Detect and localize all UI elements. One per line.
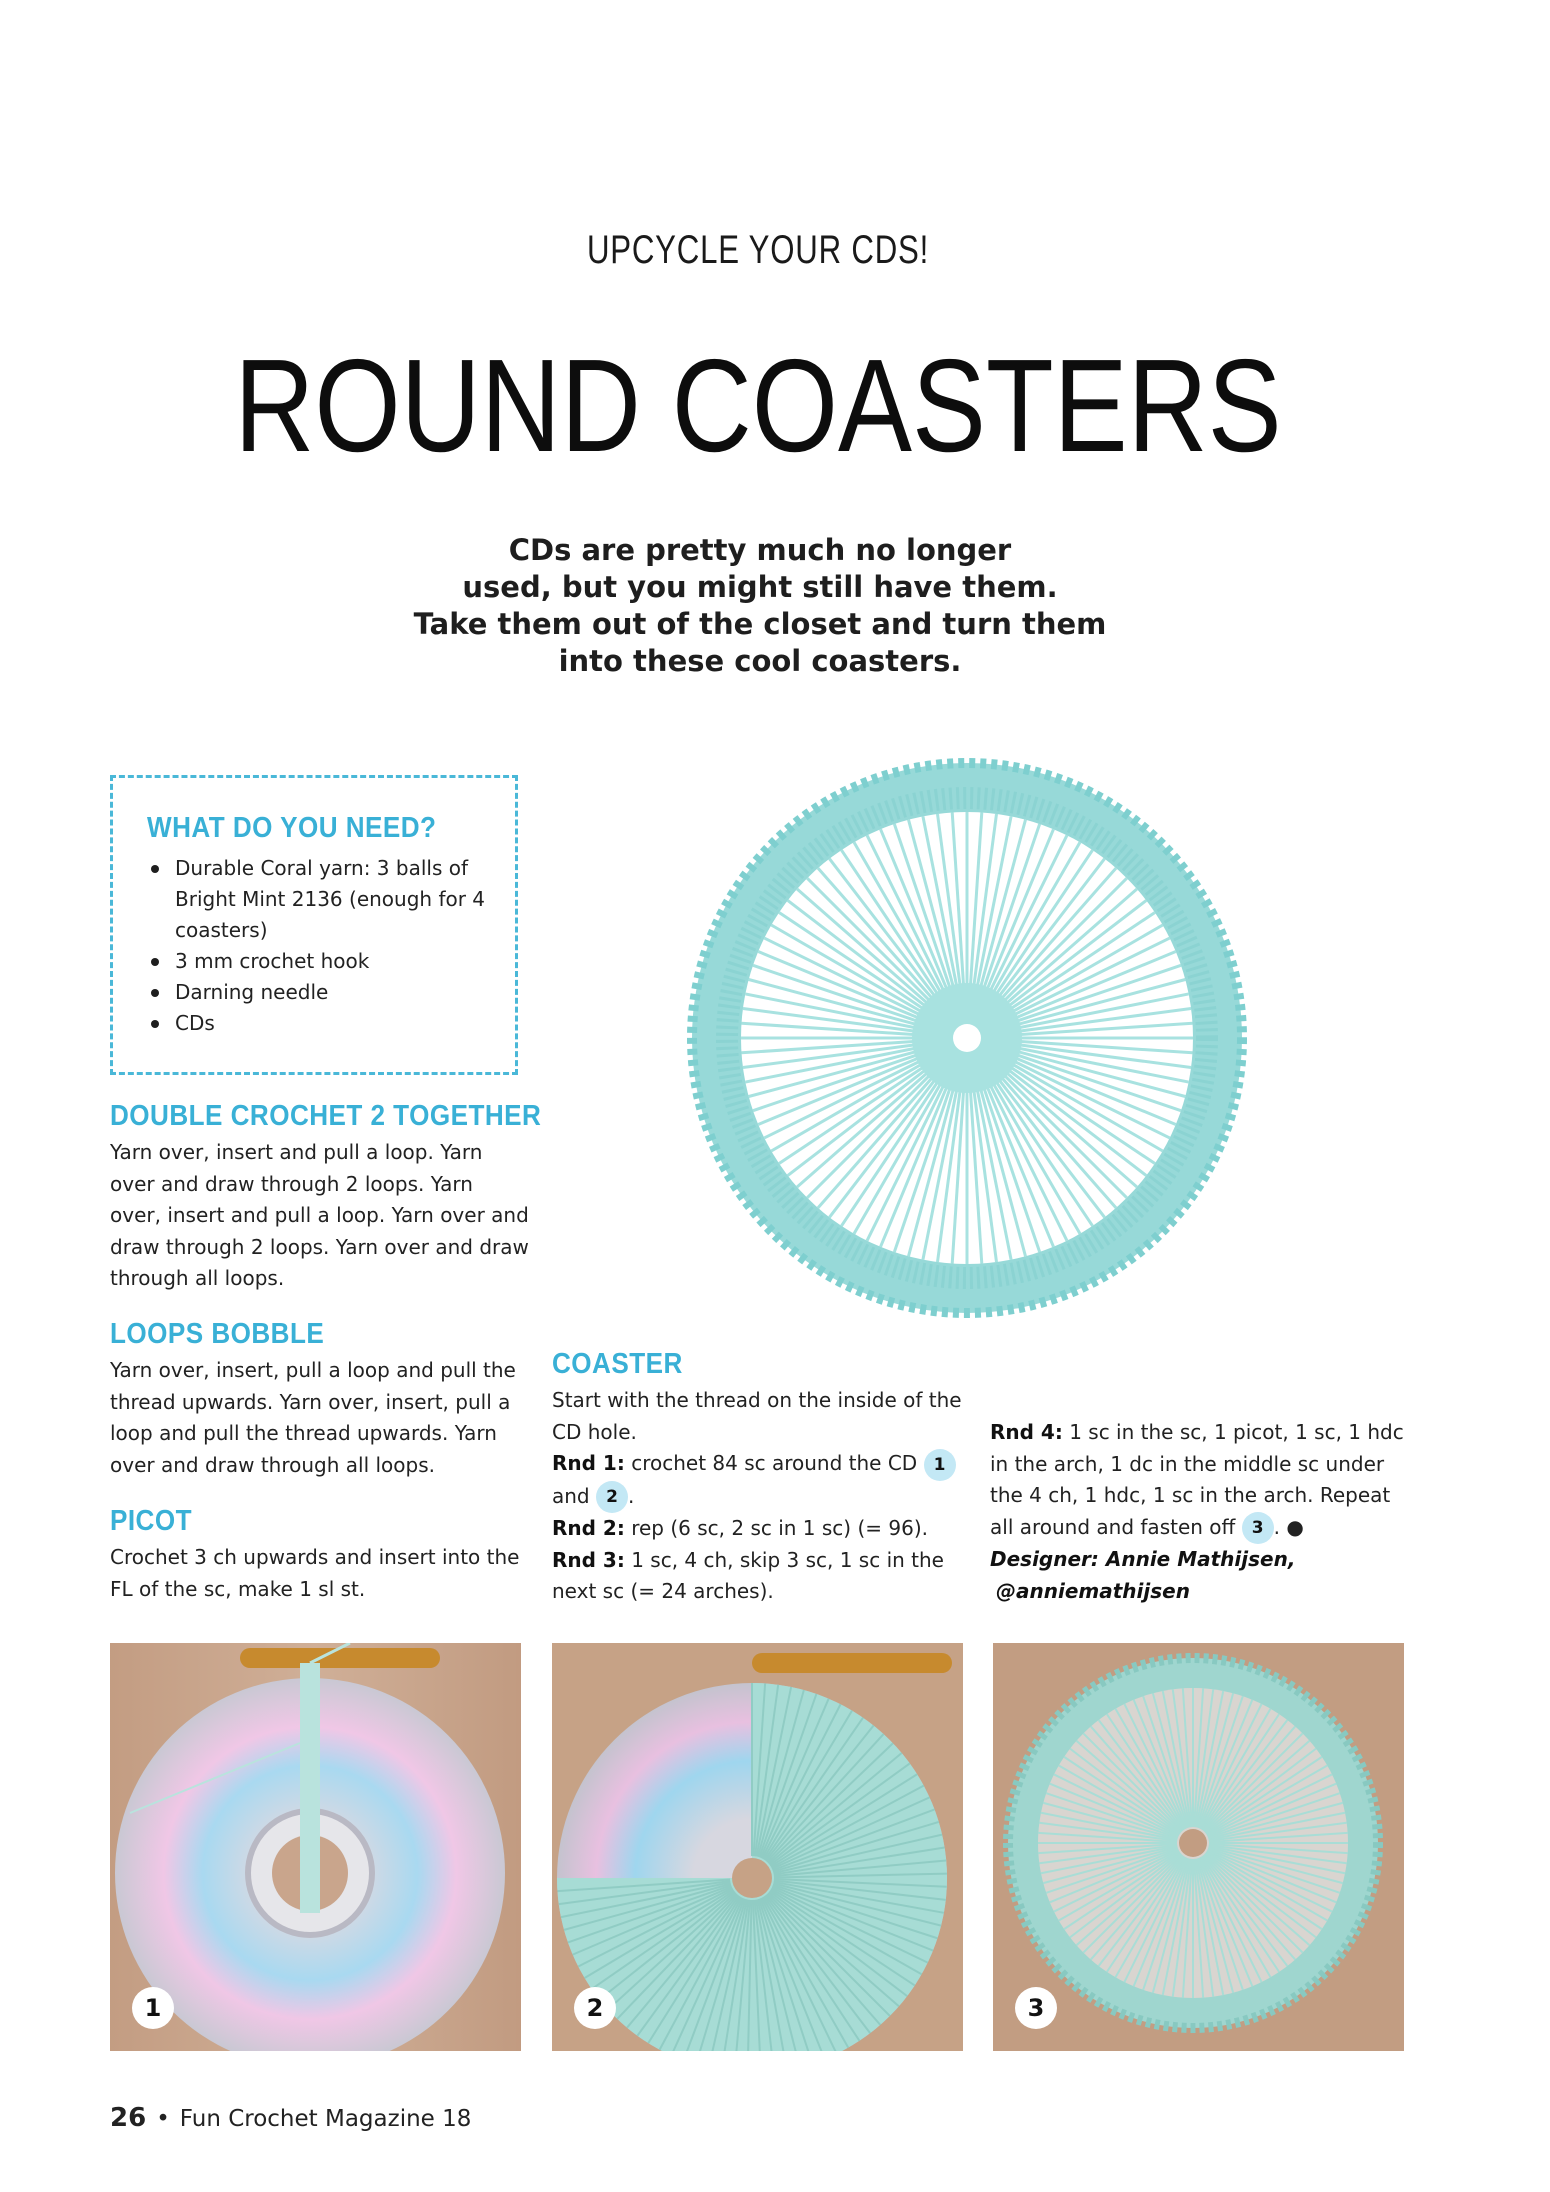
- round-3: [552, 1545, 962, 1608]
- bobble-heading: LOOPS BOBBLE: [110, 1318, 325, 1350]
- intro-line: used, but you might still have them.: [462, 570, 1058, 604]
- bullet-icon: [151, 989, 159, 997]
- round-4-text: 1 sc in the sc, 1 picot, 1 sc, 1 hdc in the arch, 1 dc in the middle sc under the 4 ch, 1 hdc, 1 sc in the arch. Repeat all around and fasten off: [990, 1420, 1404, 1539]
- list-item-text: 3 mm crochet hook: [175, 949, 370, 973]
- bullet-icon: [151, 1020, 159, 1028]
- intro-paragraph: [380, 532, 1140, 680]
- photo-number-1: 1: [132, 1987, 174, 2029]
- coaster-section: [552, 1348, 962, 1608]
- step-photo-3: [993, 1643, 1404, 2051]
- finished-coaster-image: [993, 1643, 1404, 2051]
- bullet-icon: [151, 865, 159, 873]
- picot-text: Crochet 3 ch upwards and insert into the FL of the sc, make 1 sl st.: [110, 1545, 520, 1601]
- coaster-center-hole: [953, 1024, 981, 1052]
- materials-list: [147, 853, 495, 1039]
- dc2tog-section: [110, 1100, 542, 1295]
- step-photo-2: [552, 1643, 963, 2051]
- designer-credit: Designer: Annie Mathijsen,: [990, 1547, 1296, 1571]
- photo-number-2: 2: [574, 1987, 616, 2029]
- dc2tog-text: Yarn over, insert and pull a loop. Yarn over and draw through 2 loops. Yarn over, insert and pull a loop. Yarn over and draw through 2 loops. Yarn over and draw through all loops.: [110, 1140, 529, 1290]
- cd-wrapped-image: [110, 1643, 521, 2051]
- dc2tog-heading: DOUBLE CROCHET 2 TOGETHER: [110, 1100, 542, 1132]
- cd-half-wrapped-image: [552, 1643, 963, 2051]
- round-1: Rnd 1: crochet 84 sc around the CD 1 and 2 .: [552, 1448, 962, 1513]
- coaster-intro: Start with the thread on the inside of the CD hole.: [552, 1388, 962, 1444]
- designer-handle: @anniemathijsen: [996, 1578, 1190, 1603]
- picot-heading: PICOT: [110, 1505, 193, 1537]
- photo-number-3: 3: [1015, 1987, 1057, 2029]
- list-item-text: Durable Coral yarn: 3 balls of Bright Mint 2136 (enough for 4 coasters): [175, 856, 486, 942]
- round-2-text: rep (6 sc, 2 sc in 1 sc) (= 96).: [631, 1516, 928, 1540]
- coaster-instructions: [552, 1385, 962, 1608]
- round-3-text: 1 sc, 4 ch, skip 3 sc, 1 sc in the next sc (= 24 arches).: [552, 1547, 944, 1603]
- intro-line: CDs are pretty much no longer: [508, 533, 1012, 567]
- magazine-name: Fun Crochet Magazine 18: [179, 2106, 472, 2132]
- page-title: ROUND COASTERS: [234, 332, 1282, 479]
- materials-box: [110, 775, 518, 1075]
- picot-section: [110, 1505, 530, 1605]
- step-badge-3: 3: [1242, 1512, 1274, 1544]
- round-1-and: and: [552, 1483, 590, 1508]
- footer-separator: •: [156, 2106, 170, 2132]
- intro-line: Take them out of the closet and turn them: [413, 607, 1107, 641]
- list-item-text: CDs: [175, 1011, 215, 1035]
- materials-heading: WHAT DO YOU NEED?: [147, 812, 437, 844]
- page-footer: [110, 2103, 471, 2133]
- kicker: UPCYCLE YOUR CDS!: [586, 228, 930, 272]
- round-4: Rnd 4: 1 sc in the sc, 1 picot, 1 sc, 1 hdc in the arch, 1 dc in the middle sc under the 4 ch, 1 hdc, 1 sc in the arch. Repeat all around and fasten off 3 . ● Designer: Annie Mathijsen, @anniemathijsen: [990, 1417, 1410, 1607]
- list-item: [147, 853, 495, 946]
- page-number: 26: [110, 2103, 147, 2133]
- round-2-label: Rnd 2:: [552, 1516, 625, 1540]
- round-4-label: Rnd 4:: [990, 1420, 1063, 1444]
- hero-coaster-image: [680, 755, 1255, 1320]
- bobble-section: [110, 1318, 530, 1481]
- list-item: [147, 977, 495, 1008]
- bobble-text: Yarn over, insert, pull a loop and pull the thread upwards. Yarn over, insert, pull a loop and pull the thread upwards. Yarn over and draw through all loops.: [110, 1358, 516, 1477]
- intro-line: into these cool coasters.: [558, 644, 962, 678]
- step-badge-2: 2: [596, 1481, 628, 1513]
- round-1-text: crochet 84 sc around the CD: [631, 1451, 918, 1475]
- round-2: [552, 1513, 962, 1545]
- list-item: [147, 1008, 495, 1039]
- bullet-icon: [151, 958, 159, 966]
- coaster-heading: COASTER: [552, 1348, 683, 1380]
- end-mark: ●: [1286, 1514, 1304, 1539]
- round-3-label: Rnd 3:: [552, 1547, 625, 1572]
- list-item: [147, 946, 495, 977]
- list-item-text: Darning needle: [175, 980, 329, 1004]
- round-1-label: Rnd 1:: [552, 1451, 625, 1475]
- step-photo-1: [110, 1643, 521, 2051]
- round-4-section: [990, 1417, 1410, 1607]
- step-badge-1: 1: [924, 1449, 956, 1481]
